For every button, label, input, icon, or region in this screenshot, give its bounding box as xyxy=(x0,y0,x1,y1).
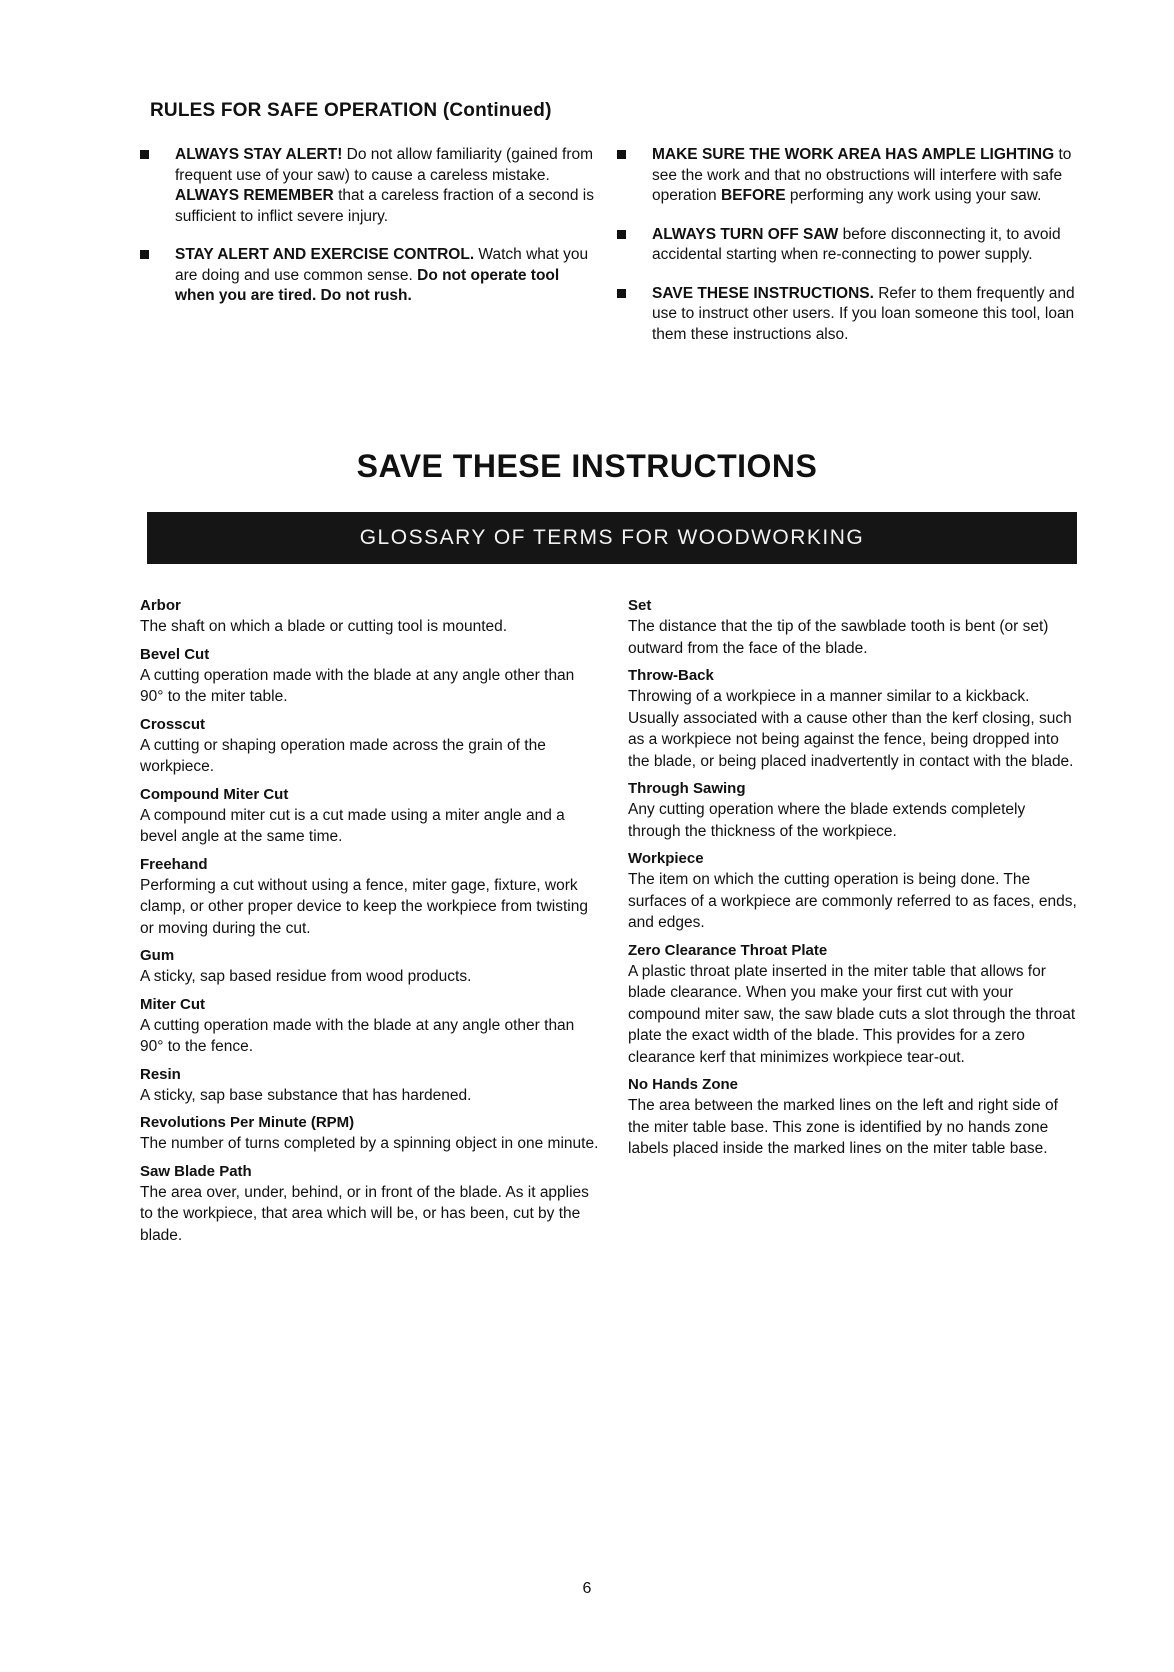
glossary-entry xyxy=(628,1075,1078,1160)
rule-emphasis: Do not operate tool when you are tired. Do not rush. xyxy=(175,266,560,304)
glossary-right-column xyxy=(628,596,1078,1167)
glossary-definition: Performing a cut without using a fence, miter gage, fixture, work clamp, or other proper device to keep the workpiece from twisting or moving during the cut. xyxy=(140,876,588,937)
glossary-term: Throw-Back xyxy=(628,667,714,684)
rule-lead: ALWAYS TURN OFF SAW xyxy=(652,225,839,243)
glossary-term: Workpiece xyxy=(628,850,704,867)
rules-heading: RULES FOR SAFE OPERATION (Continued) xyxy=(150,100,552,121)
square-bullet-icon xyxy=(140,150,149,159)
glossary-entry xyxy=(628,596,1078,659)
glossary-term: Revolutions Per Minute (RPM) xyxy=(140,1114,355,1131)
rule-item xyxy=(140,145,600,227)
glossary-term: Zero Clearance Throat Plate xyxy=(628,941,828,959)
glossary-term: No Hands Zone xyxy=(628,1076,739,1093)
rules-left-column xyxy=(140,145,600,325)
rule-item xyxy=(617,145,1077,207)
rule-text: Refer to them frequently and use to instruct other users. If you loan someone this tool, loan them these instructions also. xyxy=(652,284,1075,343)
rules-right-column xyxy=(617,145,1077,363)
rule-text: before disconnecting it, to avoid accidental starting when re-connecting to power supply. xyxy=(652,225,1061,263)
glossary-entry xyxy=(140,1113,600,1155)
square-bullet-icon xyxy=(140,250,149,259)
rule-lead: STAY ALERT AND EXERCISE CONTROL. xyxy=(175,246,475,263)
glossary-entry xyxy=(140,1065,600,1107)
rule-text: Watch what you are doing and use common sense. xyxy=(175,246,589,284)
rule-lead: MAKE SURE THE WORK AREA HAS AMPLE LIGHTING xyxy=(652,146,1055,163)
glossary-definition: A cutting operation made with the blade at any angle other than 90° to the fence. xyxy=(140,1016,575,1055)
glossary-definition: The shaft on which a blade or cutting tool is mounted. xyxy=(140,618,508,635)
glossary-definition: A compound miter cut is a cut made using a miter angle and a bevel angle at the same time. xyxy=(140,806,565,845)
glossary-term: Freehand xyxy=(140,855,208,873)
glossary-entry xyxy=(628,941,1078,1069)
rule-lead: SAVE THESE INSTRUCTIONS. xyxy=(652,284,874,302)
glossary-term: Crosscut xyxy=(140,715,206,733)
glossary-entry xyxy=(140,715,600,778)
glossary-entry xyxy=(140,855,600,940)
glossary-entry xyxy=(140,785,600,848)
rule-lead: ALWAYS STAY ALERT! xyxy=(175,146,343,163)
glossary-entry xyxy=(140,645,600,708)
glossary-definition: The area over, under, behind, or in front of the blade. As it applies to the workpiece, that area which will be, or has been, cut by the blade. xyxy=(140,1183,589,1244)
glossary-entry xyxy=(628,779,1078,842)
rule-emphasis: BEFORE xyxy=(720,187,786,204)
glossary-definition: A cutting operation made with the blade at any angle other than 90° to the miter table. xyxy=(140,666,575,705)
save-instructions-title: SAVE THESE INSTRUCTIONS xyxy=(356,448,818,484)
glossary-term: Compound Miter Cut xyxy=(140,785,289,803)
glossary-entry xyxy=(140,596,600,638)
glossary-definition: The item on which the cutting operation is being done. The surfaces of a workpiece are commonly referred to as faces, ends, and edges. xyxy=(628,871,1077,931)
glossary-definition: Throwing of a workpiece in a manner similar to a kickback. Usually associated with a cause other than the kerf closing, such as a workpiece not being against the fence, being dropped into the blade, or being placed inadvertently in contact with the blade. xyxy=(628,688,1074,770)
glossary-term: Set xyxy=(628,597,652,614)
glossary-definition: The area between the marked lines on the left and right side of the miter table base. This zone is identified by no hands zone labels placed inside the marked lines on the miter table base. xyxy=(628,1097,1058,1157)
rule-text: Do not allow familiarity (gained from frequent use of your saw) to cause a careless mistake. xyxy=(175,146,594,184)
glossary-entry xyxy=(140,1162,600,1247)
rule-emphasis: ALWAYS REMEMBER xyxy=(175,187,334,204)
glossary-term: Miter Cut xyxy=(140,995,205,1013)
glossary-term: Bevel Cut xyxy=(140,645,210,663)
square-bullet-icon xyxy=(617,289,626,298)
glossary-term: Through Sawing xyxy=(628,780,746,797)
rule-item xyxy=(617,284,1077,346)
page-number: 6 xyxy=(582,1580,592,1597)
square-bullet-icon xyxy=(617,230,626,239)
glossary-definition: A plastic throat plate inserted in the miter table that allows for blade clearance. When you make your first cut with your compound miter saw, the saw blade cuts a slot through the throat plate the exact width of the blade. This provides for a zero clearance kerf that minimizes workpiece tear-out. xyxy=(628,962,1076,1066)
square-bullet-icon xyxy=(617,150,626,159)
glossary-entry xyxy=(140,946,600,988)
rule-text: to see the work and that no obstructions will interfere with safe operation xyxy=(652,146,1072,204)
glossary-entry xyxy=(628,666,1078,772)
glossary-term: Resin xyxy=(140,1065,181,1083)
glossary-entry xyxy=(140,995,600,1058)
glossary-term: Gum xyxy=(140,947,175,964)
rule-item xyxy=(140,245,600,307)
glossary-definition: The distance that the tip of the sawblade tooth is bent (or set) outward from the face of the blade. xyxy=(628,618,1049,657)
rule-text: that a careless fraction of a second is sufficient to inflict severe injury. xyxy=(175,187,594,225)
glossary-definition: The number of turns completed by a spinning object in one minute. xyxy=(140,1135,599,1152)
glossary-term: Saw Blade Path xyxy=(140,1162,252,1180)
rule-item xyxy=(617,225,1077,266)
glossary-entry xyxy=(628,849,1078,934)
glossary-term: Arbor xyxy=(140,597,181,614)
glossary-definition: A sticky, sap base substance that has hardened. xyxy=(140,1086,472,1104)
glossary-banner: GLOSSARY OF TERMS FOR WOODWORKING xyxy=(147,512,1077,564)
glossary-left-column xyxy=(140,596,600,1253)
glossary-definition: A sticky, sap based residue from wood products. xyxy=(140,968,472,985)
rule-text: performing any work using your saw. xyxy=(785,187,1042,204)
glossary-definition: A cutting or shaping operation made across the grain of the workpiece. xyxy=(140,736,546,775)
glossary-definition: Any cutting operation where the blade extends completely through the thickness of the workpiece. xyxy=(628,801,1026,840)
